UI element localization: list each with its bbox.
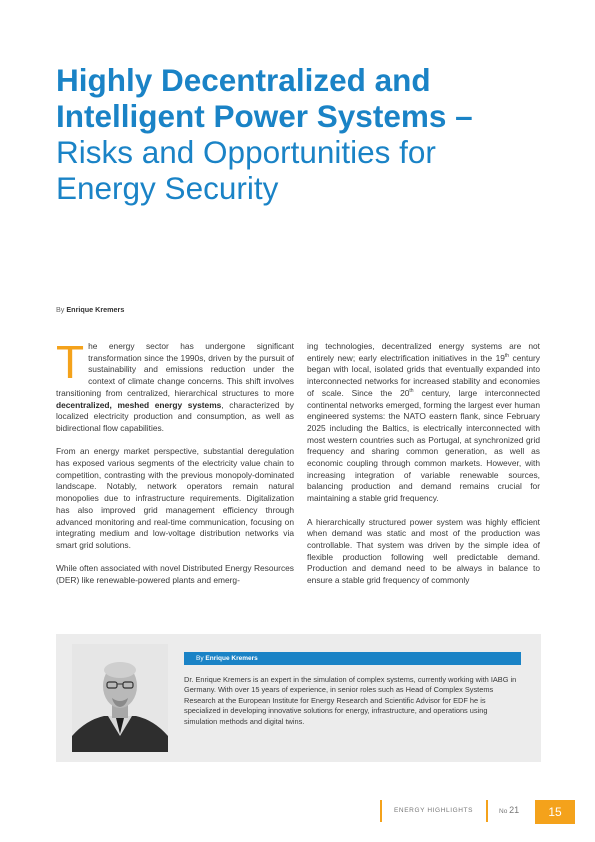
history-text-a: ing technologies, decentralized energy systems are not entirely new; early electrification initiatives in the 19 xyxy=(307,341,540,363)
page-number: 15 xyxy=(535,800,575,824)
intro-paragraph xyxy=(56,336,294,435)
intro-text-b: , characterized by localized electricity production and consumption, as well as bidirectional flow capabilities. xyxy=(56,399,294,433)
footer-publication-label: ENERGY HIGHLIGHTS xyxy=(394,807,474,814)
author-photo xyxy=(72,644,168,752)
right-column xyxy=(307,341,540,598)
portrait-image xyxy=(72,644,168,752)
footer-divider-2 xyxy=(486,800,488,822)
article-title xyxy=(56,62,556,206)
superscript-th-2: th xyxy=(409,388,414,395)
footer-no-prefix: No xyxy=(499,808,508,815)
history-paragraph xyxy=(307,341,540,505)
intro-text-a: he energy sector has undergone significant transformation since the 1990s, driven by the pursuit of sustainability and emissions reduction under the context of climate change concerns. This shift involves transitioning from centralized, hierarchical structures to more xyxy=(56,341,294,398)
left-column xyxy=(56,336,294,598)
intro-bold: decentralized, meshed energy systems xyxy=(56,399,222,410)
footer-divider-1 xyxy=(380,800,382,822)
bio-header-bar xyxy=(184,652,521,665)
title-line-light-1: Risks and Opportunities for xyxy=(56,134,436,170)
footer-issue-number: 21 xyxy=(509,805,520,815)
footer-issue xyxy=(499,805,519,815)
title-line-light-2: Energy Security xyxy=(56,170,279,206)
history-text-b: century began with local, isolated grids that eventually expanded into interconnected networks for increased stability and economies of scale. Since the 20 xyxy=(307,352,540,398)
hierarchy-paragraph: A hierarchically structured power system was highly efficient when demand was static and most of the production was controllable. That system was driven by the simple idea of flexible production following well predictable demand. Production and demand need to be always in balance to ensure a stable grid frequency of commonly xyxy=(307,516,540,586)
history-text-c: century, large interconnected continental networks emerged, forming the largest ever human engineered systems: the NATO eastern flank, since February 2025 including the Baltics, is electrically interconnected with most western countries such as Portugal, at synchronized grid frequency and sharing common generation, as well as economic coupling through common markets. However, with increasing integration of variable renewable sources, balancing production and demand remains crucial for maintaining a stable grid frequency. xyxy=(307,387,541,504)
der-paragraph: While often associated with novel Distributed Energy Resources (DER) like renewable-powered plants and emerg- xyxy=(56,563,294,586)
market-paragraph: From an energy market perspective, substantial deregulation has exposed various segments of the electricity value chain to competition, contrasting with the previous monopoly-dominated landscape. Notably, network operators remain natural monopolies due to infrastructure requirements. Digitalization has also improved grid management efficiency through advanced monitoring and real-time communication, focusing on integrating medium and low-voltage distribution networks via smart grid solutions. xyxy=(56,446,294,550)
byline-prefix: By xyxy=(56,305,65,314)
bio-text: Dr. Enrique Kremers is an expert in the simulation of complex systems, currently working with IABG in Germany. With over 15 years of experience, in senior roles such as Head of Complex Systems Research at the European Institute for Energy Research and Scientific Advisor for EDF he is specialized in developing innovative solutions for energy, infrastructure, and operations using simulation methods and digital twins. xyxy=(184,675,517,726)
bio-prefix: By xyxy=(196,655,204,662)
byline-author: Enrique Kremers xyxy=(66,305,125,314)
byline xyxy=(56,305,124,314)
superscript-th-1: th xyxy=(504,352,510,359)
drop-cap: T xyxy=(56,336,85,388)
bio-author: Enrique Kremers xyxy=(205,655,258,662)
title-line-bold-2: Intelligent Power Systems – xyxy=(56,98,473,134)
title-line-bold-1: Highly Decentralized and xyxy=(56,62,431,98)
